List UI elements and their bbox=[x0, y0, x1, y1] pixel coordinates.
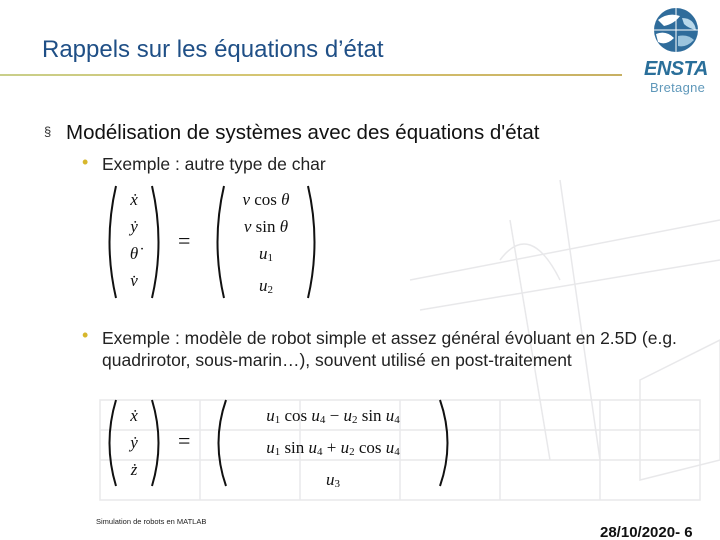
lhs-1-row-1: ẋ bbox=[130, 190, 138, 209]
right-paren-icon bbox=[148, 398, 168, 488]
rhs-1-row-3: $u_1$ bbox=[259, 244, 273, 264]
logo-subtext: Bretagne bbox=[650, 80, 706, 95]
lhs-2-row-1: ẋ bbox=[130, 406, 138, 425]
title-divider bbox=[0, 74, 622, 76]
ensta-logo bbox=[640, 6, 714, 100]
logo-wordmark: ENSTA bbox=[644, 58, 708, 80]
right-paren-icon bbox=[304, 184, 324, 300]
sub-bullet-1-text: Exemple : autre type de char bbox=[102, 154, 326, 174]
rhs-2-row-3: $u_3$ bbox=[326, 470, 340, 490]
equals-sign: = bbox=[178, 428, 191, 453]
lhs-vector-1 bbox=[120, 186, 148, 294]
rhs-1-row-1: v cos θ bbox=[242, 190, 290, 209]
right-paren-icon bbox=[436, 398, 458, 488]
state-equation-2 bbox=[100, 398, 470, 490]
lhs-1-row-3: θ̇ bbox=[129, 244, 139, 263]
page-title: Rappels sur les équations d’état bbox=[42, 36, 384, 63]
dot-bullet-icon: • bbox=[82, 325, 89, 345]
footer-course-name: Simulation de robots en MATLAB bbox=[96, 517, 207, 526]
left-paren-icon bbox=[100, 398, 120, 488]
equals-sign: = bbox=[178, 228, 191, 253]
left-paren-icon bbox=[100, 184, 120, 300]
footer-date-page: 28/10/2020- 6 bbox=[600, 524, 693, 540]
rhs-vector-1 bbox=[228, 186, 304, 304]
state-equation-1 bbox=[100, 184, 340, 302]
left-paren-icon bbox=[208, 184, 228, 300]
lhs-vector-2 bbox=[120, 402, 148, 483]
sub-bullet-2-text: Exemple : modèle de robot simple et assez général évoluant en 2.5D (e.g. quadrirotor, sous-marin…), souvent utilisé en post-traitement bbox=[102, 328, 677, 370]
main-bullet-text: Modélisation de systèmes avec des équations d'état bbox=[66, 121, 540, 144]
rhs-2-row-1: $u_1$ $\cos u_4 - u_2$ $\sin u_4$ bbox=[266, 406, 400, 426]
lhs-1-row-2: ẏ bbox=[130, 217, 138, 236]
lhs-1-row-4: v̇ bbox=[130, 271, 138, 290]
dot-bullet-icon: • bbox=[82, 152, 89, 172]
lhs-2-row-3: ż bbox=[130, 460, 138, 479]
rhs-1-row-4: $u_2$ bbox=[259, 276, 273, 296]
globe-logo-icon bbox=[640, 6, 714, 64]
rhs-vector-2 bbox=[230, 402, 436, 498]
lhs-2-row-2: ẏ bbox=[130, 433, 138, 452]
rhs-1-row-2: v sin θ bbox=[243, 217, 289, 236]
square-bullet-icon: § bbox=[44, 124, 52, 139]
rhs-2-row-2: $u_1$ $\sin u_4 + u_2$ $\cos u_4$ bbox=[266, 438, 400, 458]
left-paren-icon bbox=[208, 398, 230, 488]
right-paren-icon bbox=[148, 184, 168, 300]
